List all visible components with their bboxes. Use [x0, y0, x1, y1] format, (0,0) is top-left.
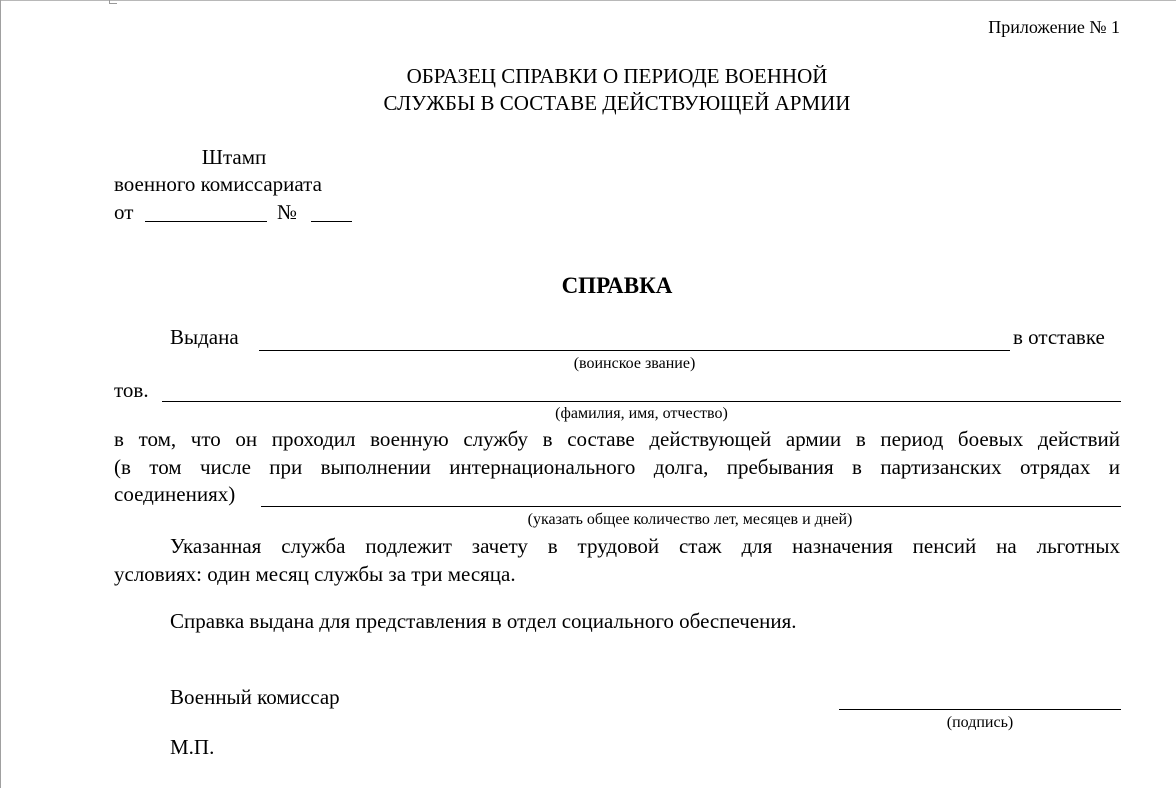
- service-line-2: (в том числе при выполнении интернационального долга, пребывания в партизанских отрядах и: [114, 455, 1120, 479]
- appendix-label: Приложение № 1: [988, 17, 1120, 37]
- stamp-number-field[interactable]: [311, 221, 352, 222]
- sample-title-line-1: ОБРАЗЕЦ СПРАВКИ О ПЕРИОДЕ ВОЕННОЙ: [406, 64, 828, 88]
- issued-label: Выдана: [170, 325, 239, 349]
- service-line-2-row: [114, 455, 1120, 479]
- full-name-field[interactable]: [162, 401, 1121, 402]
- stamp-commissariat-label: военного комиссариата: [114, 172, 322, 196]
- service-line-1: в том, что он проходил военную службу в составе действующей армии в период боевых действий: [114, 427, 1120, 451]
- page-top-edge: [0, 0, 1176, 1]
- credit-line-1: Указанная служба подлежит зачету в трудовой стаж для назначения пенсий на льготных: [170, 534, 1120, 558]
- document-title: СПРАВКА: [561, 273, 673, 298]
- stamp-label: Штамп: [201, 145, 267, 169]
- name-caption: (фамилия, имя, отчество): [555, 405, 728, 422]
- stamp-date-field[interactable]: [145, 221, 267, 222]
- signature-caption: (подпись): [946, 714, 1014, 731]
- service-line-3: соединениях): [114, 482, 236, 506]
- comrade-label: тов.: [114, 378, 149, 402]
- commissar-label: Военный комиссар: [170, 685, 340, 709]
- period-caption: (указать общее количество лет, месяцев и дней): [527, 511, 853, 528]
- signature-field[interactable]: [839, 709, 1121, 710]
- credit-line-2: условиях: один месяц службы за три месяца.: [114, 562, 516, 586]
- sample-title-line-2: СЛУЖБЫ В СОСТАВЕ ДЕЙСТВУЮЩЕЙ АРМИИ: [383, 91, 851, 115]
- rank-caption: (воинское звание): [573, 355, 696, 372]
- service-period-field[interactable]: [261, 506, 1121, 507]
- page-left-edge: [0, 0, 1, 788]
- purpose-text: Справка выдана для представления в отдел социального обеспечения.: [170, 609, 797, 633]
- stamp-number-label: №: [277, 200, 298, 224]
- retired-label: в отставке: [1013, 325, 1105, 349]
- page-corner-mark: [109, 0, 117, 4]
- credit-line-1-row: [170, 534, 1120, 558]
- seal-label: М.П.: [170, 735, 215, 759]
- service-line-1-row: [114, 427, 1120, 451]
- stamp-date-label: от: [114, 200, 134, 224]
- rank-field[interactable]: [259, 350, 1010, 351]
